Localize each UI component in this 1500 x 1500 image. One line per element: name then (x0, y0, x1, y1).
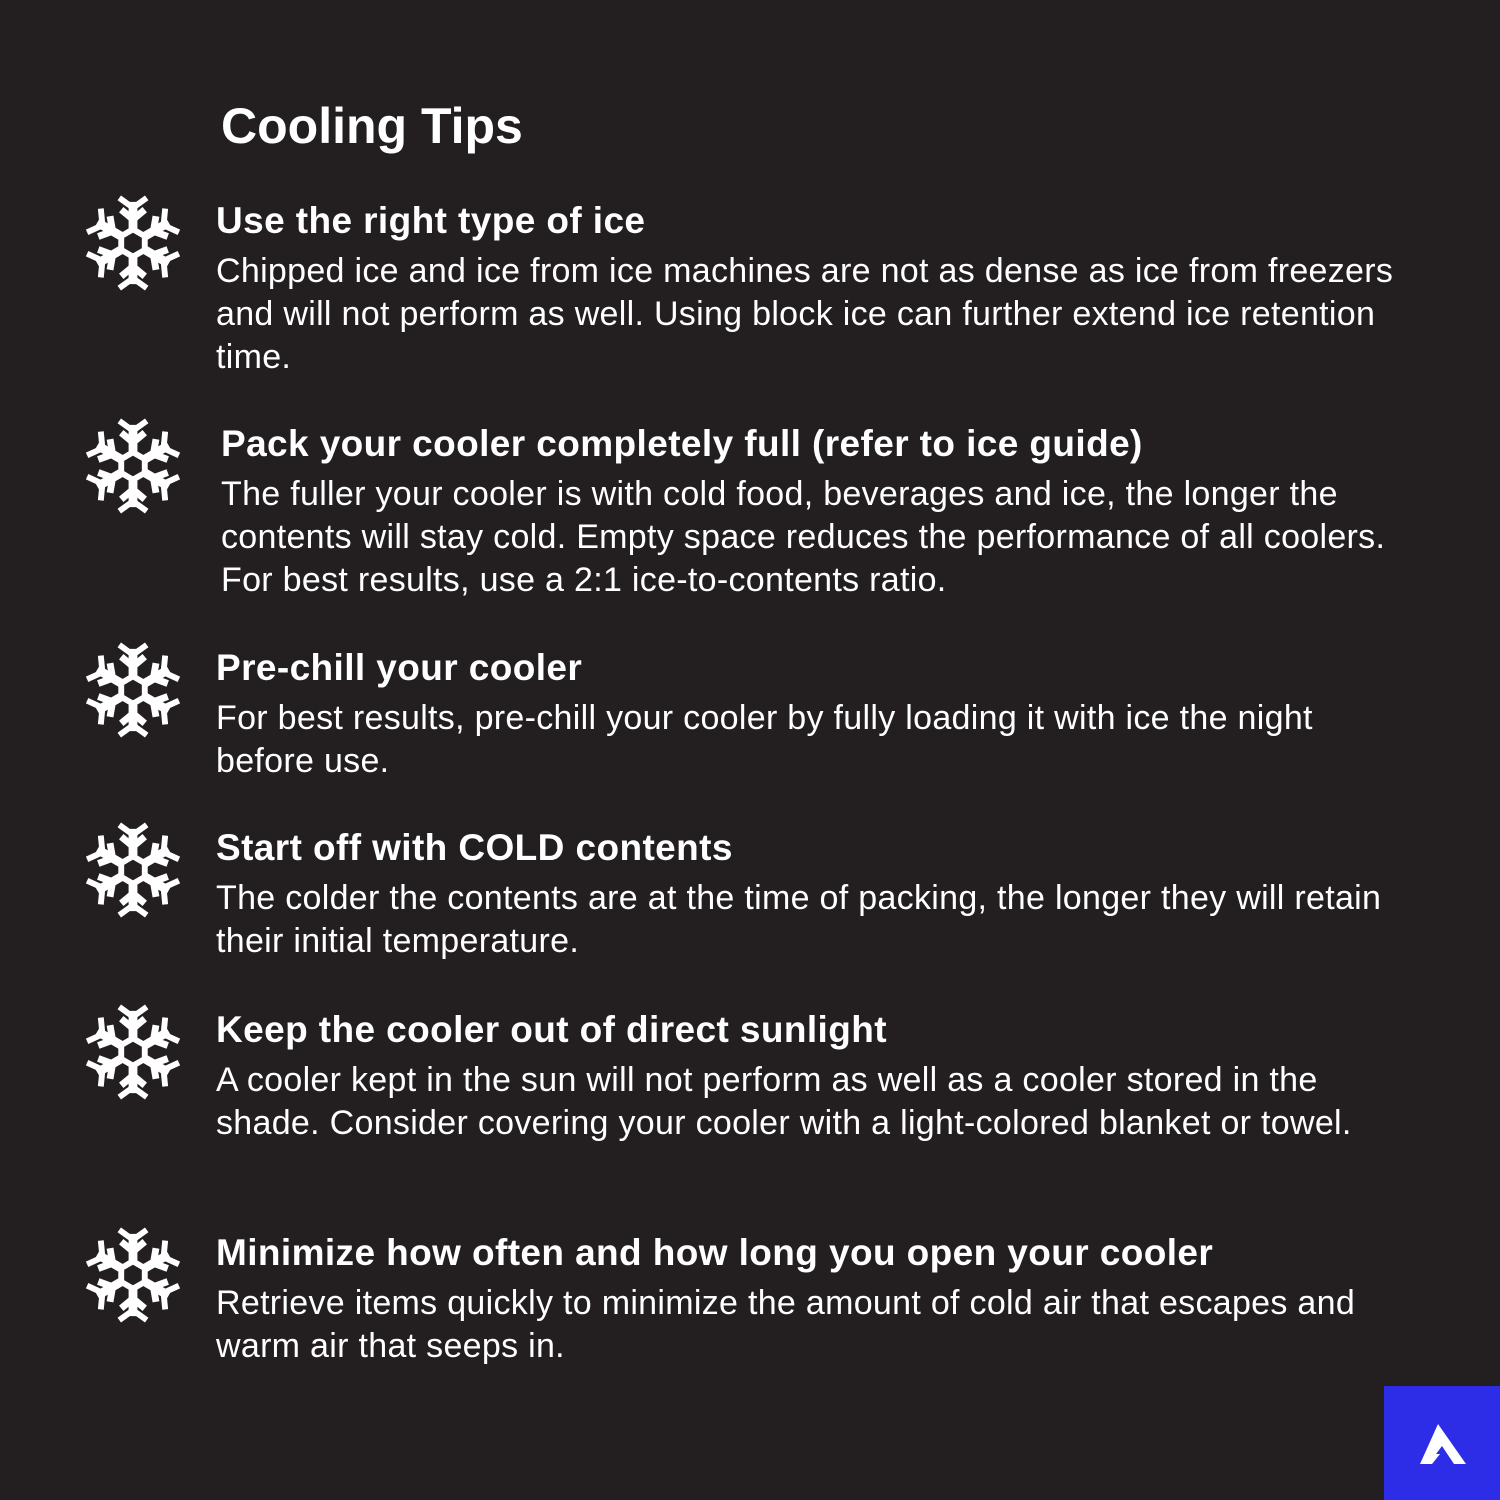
snowflake-icon (84, 641, 182, 739)
tip-body: For best results, pre-chill your cooler by fully loading it with ice the night before use. (216, 699, 1313, 780)
tip-body: Retrieve items quickly to minimize the amount of cold air that escapes and warm air that seeps in. (216, 1284, 1356, 1365)
snowflake-icon (84, 194, 182, 292)
page-title: Cooling Tips (221, 98, 523, 154)
snowflake-icon (84, 417, 182, 515)
tip-heading: Keep the cooler out of direct sunlight (216, 1009, 887, 1050)
tip-content (216, 825, 1416, 963)
snowflake-icon (84, 821, 182, 919)
tip-content (216, 198, 1416, 379)
snowflake-icon (84, 1226, 182, 1324)
tip-body: A cooler kept in the sun will not perform as well as a cooler stored in the shade. Consider covering your cooler with a light-colored blanket or towel. (216, 1061, 1352, 1142)
tip-body: Chipped ice and ice from ice machines are not as dense as ice from freezers and will not perform as well. Using block ice can further extend ice retention time. (216, 252, 1394, 376)
tip-heading: Minimize how often and how long you open your cooler (216, 1232, 1214, 1273)
tip-heading: Pre-chill your cooler (216, 647, 583, 688)
tip-content (216, 645, 1416, 783)
tip-body: The fuller your cooler is with cold food, beverages and ice, the longer the contents will stay cold. Empty space reduces the performance of all coolers. For best results, use a 2:1 ice-to-contents ratio. (221, 475, 1386, 599)
tip-content (216, 1230, 1416, 1368)
tip-body: The colder the contents are at the time of packing, the longer they will retain their initial temperature. (216, 879, 1382, 960)
brand-badge (1384, 1386, 1500, 1500)
tip-content (216, 1007, 1416, 1145)
tip-heading: Start off with COLD contents (216, 827, 733, 868)
tip-content (221, 421, 1421, 602)
tip-heading: Use the right type of ice (216, 200, 646, 241)
mountain-logo-icon (1420, 1424, 1466, 1464)
tip-heading: Pack your cooler completely full (refer to ice guide) (221, 423, 1143, 464)
snowflake-icon (84, 1003, 182, 1101)
